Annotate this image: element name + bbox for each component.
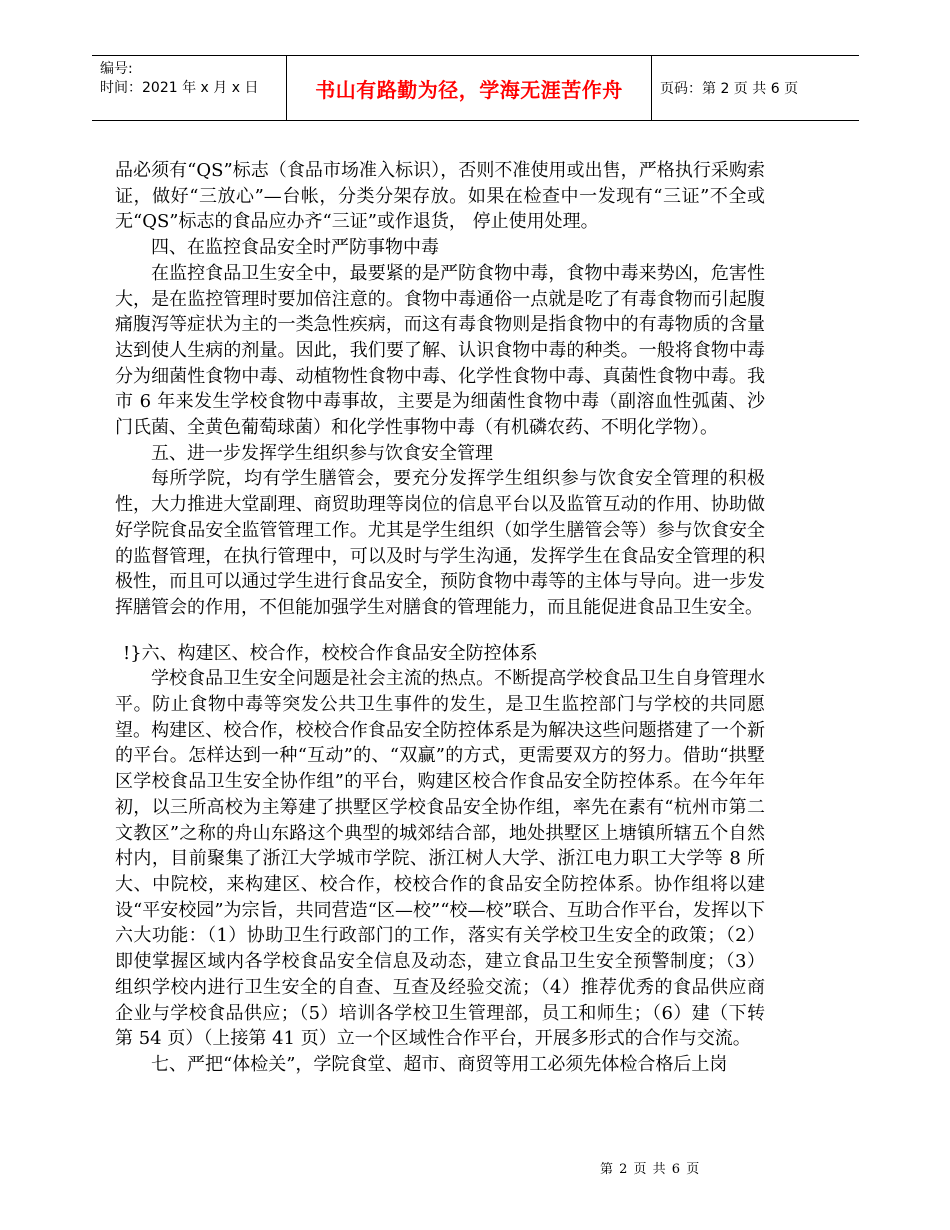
paragraph-food-poisoning: 在监控食品卫生安全中，最要紧的是严防食物中毒，食物中毒来势凶，危害性大，是在监控管理时要加倍注意的。食物中毒通俗一点就是吃了有毒食物而引起腹痛腹泻等症状为主的一类急性疾病，而这有毒食物则是指食物中的有毒物质的含量达到使人生病的剂量。因此，我们要了解、认识食物中毒的种类。一般将食物中毒分为细菌性食物中毒、动植物性食物中毒、化学性食物中毒、真菌性食物中毒。我市 6 年来发生学校食物中毒事故，主要是为细菌性食物中毒（副溶血性弧菌、沙门氏菌、全黄色葡萄球菌）和化学性事物中毒（有机磷农药、不明化学物）。 <box>115 262 765 439</box>
paragraph-cooperation: 学校食品卫生安全问题是社会主流的热点。不断提高学校食品卫生自身管理水平。防止食物中毒等突发公共卫生事件的发生，是卫生监控部门与学校的共同愿望。构建区、校合作，校校合作食品安全防控体系是为解决这些问题搭建了一个新的平台。怎样达到一种“互动”的、“双赢”的方式，更需要双方的努力。借助“拱墅区学校食品卫生安全协作组”的平台，购建区校合作食品安全防控体系。在今年年初，以三所高校为主筹建了拱墅区学校食品安全协作组，率先在素有“杭州市第二文教区”之称的舟山东路这个典型的城郊结合部，地处拱墅区上塘镇所辖五个自然村内，目前聚集了浙江大学城市学院、浙江树人大学、浙江电力职工大学等 8 所大、中院校，来构建区、校合作，校校合作的食品安全防控体系。协作组将以建设“平安校园”为宗旨，共同营造“区—校”“校—校”联合、互助合作平台，发挥以下六大功能：（1）协助卫生行政部门的工作，落实有关学校卫生安全的政策；（2）即使掌握区域内各学校食品安全信息及动态，建立食品卫生安全预警制度；（3）组织学校内进行卫生安全的自查、互查及经验交流；（4）推荐优秀的食品供应商企业与学校食品供应；（5）培训各学校卫生管理部，员工和师生；（6）建（下转第 54 页）（上接第 41 页）立一个区域性合作平台，开展多形式的合作与交流。 <box>115 668 765 1050</box>
doc-date: 时间：2021 年 x 月 x 日 <box>100 80 259 96</box>
section-heading-4: 四、在监控食品安全时严防事物中毒 <box>151 237 439 259</box>
section-heading-7: 七、严把“体检关”，学院食堂、超市、商贸等用工必须先体检合格后上岗 <box>151 1053 728 1075</box>
section-heading-6: !}六、构建区、校合作，校校合作食品安全防控体系 <box>123 642 538 664</box>
doc-number: 编号: <box>100 61 133 77</box>
page-header <box>92 55 859 121</box>
header-meta <box>92 56 287 120</box>
page-footer: 第 2 页 共 6 页 <box>600 1162 701 1177</box>
paragraph-continued: 品必须有“QS”标志（食品市场准入标识），否则不准使用或出售，严格执行采购索证，做好“三放心”—台帐，分类分架存放。如果在检查中一发现有“三证”不全或无“QS”标志的食品应办齐“三证”或作退货， 停止使用处理。 <box>115 160 765 233</box>
section-heading-5: 五、进一步发挥学生组织参与饮食安全管理 <box>151 442 493 464</box>
header-motto: 书山有路勤为径，学海无涯苦作舟 <box>287 56 652 120</box>
document-body <box>115 158 765 1078</box>
header-page-info: 页码：第 2 页 共 6 页 <box>660 81 799 97</box>
paragraph-student-participation: 每所学院，均有学生膳管会，要充分发挥学生组织参与饮食安全管理的积极性，大力推进大堂副理、商贸助理等岗位的信息平台以及监管互动的作用、协助做好学院食品安全监管管理工作。尤其是学生组织（如学生膳管会等）参与饮食安全的监督管理，在执行管理中，可以及时与学生沟通，发挥学生在食品安全管理的积极性，而且可以通过学生进行食品安全，预防食物中毒等的主体与导向。进一步发挥膳管会的作用，不但能加强学生对膳食的管理能力，而且能促进食品卫生安全。 <box>115 468 765 618</box>
